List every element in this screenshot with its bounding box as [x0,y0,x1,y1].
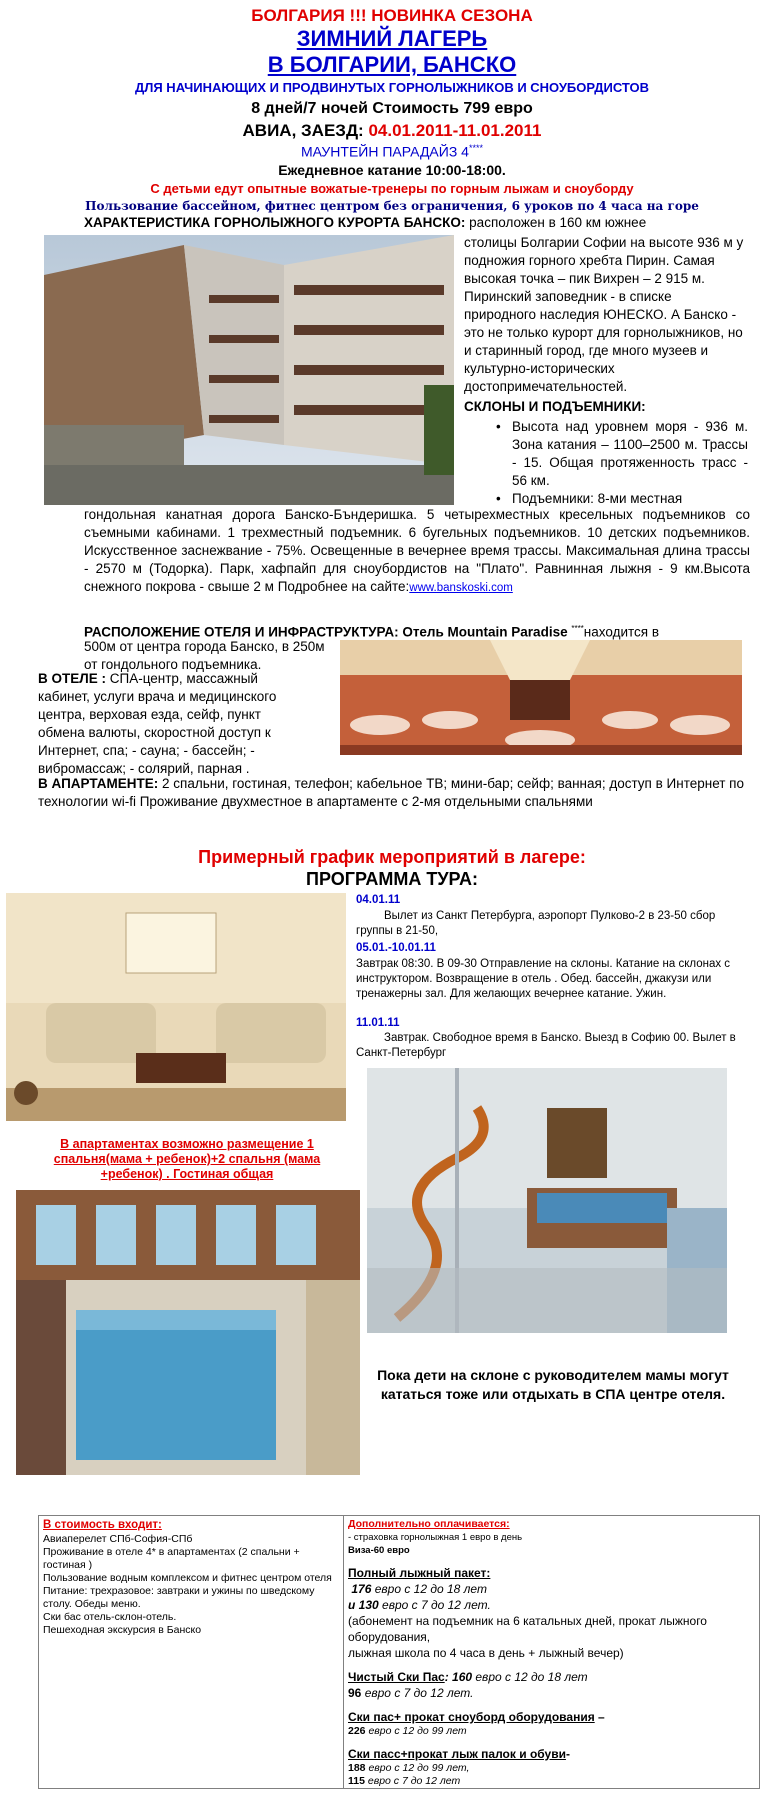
slopes-list [494,418,748,508]
slopes-heading: СКЛОНЫ И ПОДЪЕМНИКИ: [464,399,646,414]
included-item: Пользование водным комплексом и фитнес центром отеля [43,1572,332,1584]
apartment-text: 2 спальни, гостиная, телефон; кабельное ТВ; мини-бар; сейф; ванная; доступ в Интернет по технологии wi-fi Проживание двухместное в апартаменте с 2-мя отдельными спальнями [38,776,745,809]
extras-heading: Дополнительно оплачивается: [348,1518,510,1530]
photo-restaurant [340,640,742,755]
package-ski-rental [348,1746,755,1788]
dates-value: 04.01.2011-11.01.2011 [368,121,542,140]
slopes-details [84,506,750,597]
included-heading: В стоимость входит: [43,1519,162,1531]
pkg3-title: Ски пас+ прокат сноуборд оборудования [348,1710,595,1724]
package-ski-pass [348,1669,755,1701]
header-coaches: С детьми едут опытные вожатые-тренеры по горным лыжам и сноуборду [150,181,634,196]
pkg1-line2: евро с 7 до 12 лет. [378,1598,491,1612]
extra-visa: Виза-60 евро [348,1545,410,1556]
spa-note: Пока дети на склоне с руководителем мамы могут кататься тоже или отдыхать в СПА центре отеля. [377,1367,729,1402]
pkg4-price2: 115 [348,1775,365,1787]
hotel-heading: РАСПОЛОЖЕНИЕ ОТЕЛЯ И ИНФРАСТРУКТУРА: [84,624,399,640]
header-dates [0,121,784,141]
hotel-location-inline: находится в [583,624,660,640]
resort-intro-inline: расположен в 160 км южнее [465,215,647,230]
pkg2-price1: : 160 [444,1670,473,1684]
day1-date: 04.01.11 [356,894,401,906]
hotel-location-text: 500м от центра города Банско, в 250м от гондольного подъемника. [84,639,325,672]
day3-date: 11.01.11 [356,1017,400,1029]
pkg4-line2: евро с 7 до 12 лет [364,1775,461,1787]
in-hotel-text: СПА-центр, массажный кабинет, услуги врача и медицинского центра, верховая езда, сейф, пункт обмена валюты, скоростной доступ к Интернет, спа; - сауна; - бассейн; - вибромассаж; - солярий, парная . [38,671,277,776]
header-audience: ДЛЯ НАЧИНАЮЩИХ И ПРОДВИНУТЫХ ГОРНОЛЫЖНИКОВ И СНОУБОРДИСТОВ [134,80,650,95]
hotel-name-stars: **** [571,624,584,633]
pkg3-line1: евро с 12 до 99 лет [365,1725,467,1737]
pkg1-price1: 176 [351,1582,372,1596]
slope-item-height: • Высота над уровнем моря - 936 м. Зона катания – 1100–2500 м. Трассы - 15. Общая протяженность трасс - 56 км. [494,418,748,490]
program-title: Примерный график мероприятий в лагере: [198,847,586,867]
day2-text: Завтрак 08:30. В 09-30 Отправление на склоны. Катание на склонах с инструктором. Возвращение в отель . Обед. бассейн, джакузи или тренажерны зал. Для желающих вечернее катание. Ужин. [356,958,731,1000]
header-subtitle: В БОЛГАРИИ, БАНСКО [267,52,517,77]
included-item: Питание: трехразовое: завтраки и ужины по шведскому столу. Обеды меню. [43,1585,315,1610]
banskoski-link[interactable]: www.banskoski.com [409,582,513,594]
extra-insurance: - страховка горнолыжная 1 евро в день [348,1532,523,1543]
photo-indoor-pool [16,1190,360,1475]
dates-prefix: АВИА, ЗАЕЗД: [242,121,369,140]
pkg2-price2: 96 [348,1686,362,1700]
pkg2-title: Чистый Ски Пас [348,1670,445,1684]
pkg1-note: (абонемент на подъемник на 6 катальных дней, прокат лыжного оборудования, [348,1614,707,1644]
pkg3-dash: – [594,1710,605,1724]
included-item: Ски бас отель-склон-отель. [43,1611,177,1623]
header-hotel [0,143,784,160]
pkg1-line1: евро с 12 до 18 лет [371,1582,487,1596]
included-item: Пешеходная экскурсия в Банско [43,1624,202,1636]
cost-table [38,1515,760,1789]
pkg4-title: Ски пасс+прокат лыж палок и обуви [348,1747,566,1761]
slope-item-lifts: • Подъемники: 8-ми местная [494,490,748,508]
resort-intro-text: столицы Болгарии Софии на высоте 936 м у подножия горного хребта Пирин. Самая высокая точка – пик Вихрен – 2 915 м. Пиринский заповедник - в списке природного наследия ЮНЕСКО. А Банско - это не только курорт для горнолыжников, но и старинный город, где много музеев и культурно-исторических достопримечательностей. [464,235,744,394]
pkg4-price1: 188 [348,1762,366,1774]
hotel-facilities [38,670,303,778]
included-column [39,1516,344,1788]
pkg4-line1: евро с 12 до 99 лет, [365,1762,470,1774]
apartment-info [38,775,746,811]
package-snowboard [348,1709,755,1738]
pkg1-note2: лыжная школа по 4 часа в день + лыжный вечер) [348,1646,624,1660]
header-pool: Пользование бассейном, фитнес центром без ограничения, 6 уроков по 4 часа на горе [85,199,699,213]
photo-spa-jacuzzi [367,1068,727,1333]
pkg4-dash: - [565,1747,570,1761]
pkg3-price1: 226 [348,1725,366,1737]
hotel-name: Отель Mountain Paradise [398,624,572,640]
header-line-1: БОЛГАРИЯ !!! НОВИНКА СЕЗОНА [251,6,533,25]
apartments-note: В апартаментах возможно размещение 1 спальня(мама + ребенок)+2 спальня (мама +ребенок) . Гостиная общая [53,1137,321,1181]
day2-date: 05.01.-10.01.11 [356,942,436,954]
header-price: 8 дней/7 ночей Стоимость 799 евро [251,100,533,117]
photo-hotel-exterior [44,235,454,505]
pkg1-price2: и 130 [348,1598,379,1612]
included-item: Авиаперелет СПб-София-СПб [43,1533,193,1545]
program-subtitle: ПРОГРАММА ТУРА: [306,869,478,889]
pkg2-line2: евро с 7 до 12 лет. [361,1686,474,1700]
header-hours: Ежедневное катание 10:00-18:00. [278,162,506,178]
slopes-continuation: гондольная канатная дорога Банско-Бъндеришка. 5 четырехместных кресельных подъемников со съемными кабинами. 1 трехместный подъемник. 6 бугельных подъемников. 10 детских подъемников. Искусственное заснежвание - 75%. Освещенные в вечернее время трассы. Максимальная длина трассы - 2570 м (Тодорка). Парк, хафпайп для сноубордистов на "Плато". Равнинная лыжня - 9 км.Высота снежного покрова - свыше 2 м Подробнее на сайте: [84,507,750,594]
pkg1-title: Полный лыжный пакет: [348,1566,491,1580]
resort-intro-line [84,214,774,232]
photo-living-room [6,893,346,1121]
apartment-label: В АПАРТАМЕНТЕ: [38,776,159,791]
day3-text: Завтрак. Свободное время в Банско. Выезд в Софию 00. Вылет в Санкт-Петербург [356,1032,736,1059]
pkg2-line1: евро с 12 до 18 лет [472,1670,588,1684]
day1-text: Вылет из Санкт Петербурга, аэропорт Пулково-2 в 23-50 сбор группы в 21-50, [356,910,716,937]
in-hotel-label: В ОТЕЛЕ : [38,671,106,686]
hotel-name-short: МАУНТЕЙН ПАРАДАЙЗ 4 [301,143,469,160]
hotel-stars: **** [468,143,483,153]
included-item: Проживание в отеле 4* в апартаментах (2 спальни + гостиная ) [43,1546,300,1571]
resort-heading: ХАРАКТЕРИСТИКА ГОРНОЛЫЖНОГО КУРОРТА БАНСКО: [84,215,466,230]
package-full-ski [348,1565,755,1661]
header-title: ЗИМНИЙ ЛАГЕРЬ [296,26,488,51]
extras-column [344,1516,759,1788]
